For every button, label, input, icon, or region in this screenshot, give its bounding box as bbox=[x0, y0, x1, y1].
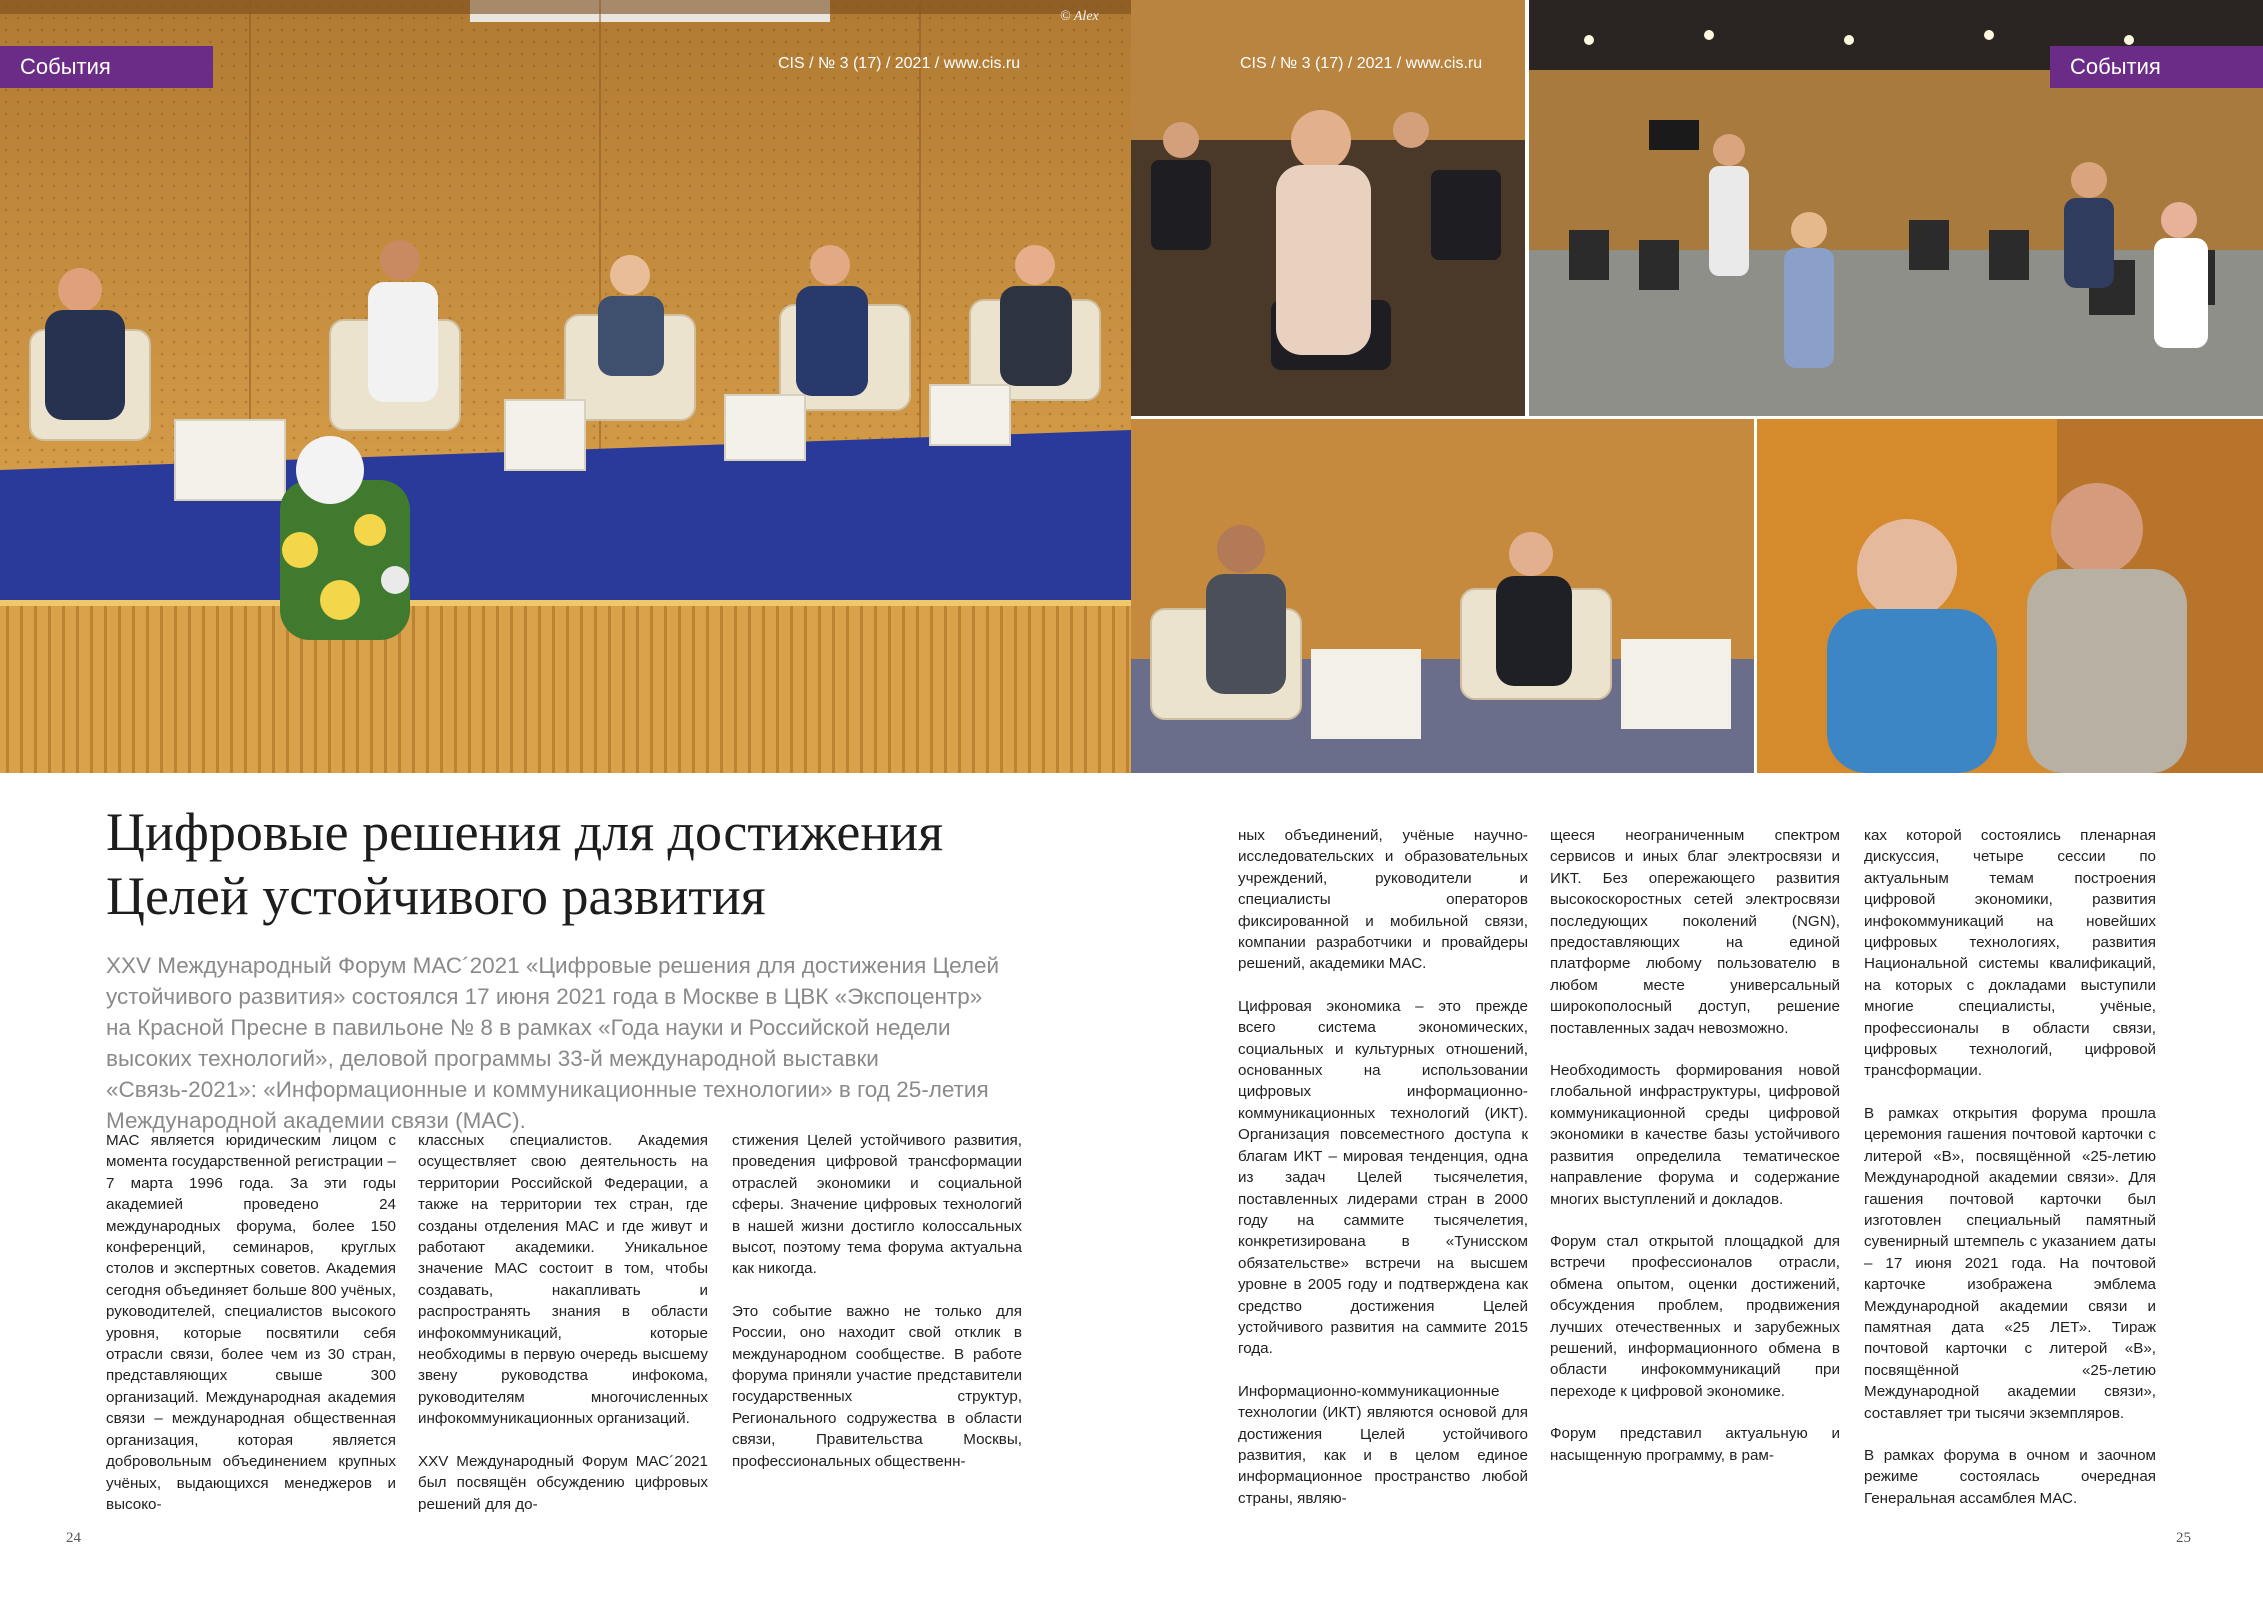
text-column-6 bbox=[1864, 825, 2156, 1530]
page-number-right: 25 bbox=[2176, 1530, 2191, 1546]
paragraph: Необходимость формирования новой глобальной инфраструктуры, цифровой коммуникационной среды цифровой экономики в качестве базы устойчивого развития определила тематическое направление форума и содержание многих выступлений и докладов. bbox=[1550, 1062, 1840, 1208]
paragraph: МАС является юридическим лицом с момента государственной регистрации – 7 марта 1996 года. За эти годы академией проведено 24 международных форума, более 150 конференций, семинаров, круглых столов и экспертных советов. Академия сегодня объединяет больше 800 учёных, руководителей, специалистов высокого уровня, которые посвятили себя отрасли связи, более чем из 30 стран, представляющих свыше 300 организаций. Международная академия связи – международная общественная организация, которая является добровольным объединением крупных учёных, выдающихся менеджеров и высоко- bbox=[106, 1132, 396, 1513]
text-column-1 bbox=[106, 1130, 396, 1536]
paragraph: ках которой состоялись пленарная дискуссия, четыре сессии по актуальным темам построения цифровой экономики, развития инфокоммуникаций на новейших цифровых технологиях, развития Национальной системы квалификаций, на которых с докладами выступили многие специалисты, учёные, профессионалы в области связи, цифровых технологий, цифровой трансформации. bbox=[1864, 827, 2156, 1080]
paragraph: Информационно-коммуникационные технологии (ИКТ) являются основой для достижения Целей устойчивого развития, как и в целом единое информационное пространство любой страны, являю- bbox=[1238, 1382, 1528, 1507]
article-title bbox=[106, 800, 1066, 928]
paragraph: стижения Целей устойчивого развития, проведения цифровой трансформации отраслей экономики и социальной сферы. Значение цифровых технологий в нашей жизни достигло колоссальных высот, поэтому тема форума актуальна как никогда. bbox=[732, 1132, 1022, 1278]
paragraph: В рамках открытия форума прошла церемония гашения почтовой карточки с литерой «В», посвящённой «25-летию Международной академии связи». Для гашения почтовой карточки был изготовлен специальный памятный сувенирный штемпель с указанием даты – 17 июня 2021 года. На почтовой карточке изображена эмблема Международной академии связи и памятная дата «25 ЛЕТ». Тираж почтовой карточки с литерой «В», посвящённой «25-летию Международной академии связи», составляет три тысячи экземпляров. bbox=[1864, 1104, 2156, 1422]
text-column-5 bbox=[1550, 825, 1840, 1487]
paragraph: классных специалистов. Академия осуществляет свою деятельность на территории Российской Федерации, а также на территории тех стран, где созданы отделения МАС и где живут и работают академики. Уникальное значение МАС состоит в том, чтобы создавать, накапливать и распространять знания в области инфокоммуникаций, которые необходимы в первую очередь высшему звену руководства инфокома, руководителям многочисленных инфокоммуникационных организаций. bbox=[418, 1132, 708, 1428]
issue-info-left: CIS / № 3 (17) / 2021 / www.cis.ru bbox=[778, 55, 1021, 72]
paragraph: ных объединений, учёные научно-исследовательских и образовательных учреждений, руководители и специалисты операторов фиксированной и мобильной связи, компании разработчики и провайдеры решений, академики МАС. bbox=[1238, 827, 1528, 973]
paragraph: В рамках форума в очном и заочном режиме состоялась очередная Генеральная ассамблея МАС. bbox=[1864, 1446, 2156, 1507]
photo-two-men-talking bbox=[1757, 419, 2263, 773]
paragraph: Форум стал открытой площадкой для встречи профессионалов отрасли, обмена опытом, оценки достижений, обсуждения проблем, продвижения лучших отечественных и зарубежных решений, информационного обмена в области инфокоммуникаций при переходе к цифровой экономике. bbox=[1550, 1232, 1840, 1400]
article-lead: XXV Международный Форум МАС´2021 «Цифровые решения для достижения Целей устойчивого развития» состоялся 17 июня 2021 года в Москве в ЦВК «Экспоцентр» на Красной Пресне в павильоне № 8 в рамках «Года науки и Российской недели высоких технологий», деловой программы 33-й международной выставки «Связь-2021»: «Информационные и коммуникационные технологии» в год 25-летия Международной академии связи (МАС). bbox=[106, 953, 1000, 1133]
text-column-2 bbox=[418, 1130, 708, 1536]
photo-panel-speakers bbox=[1131, 419, 1754, 773]
section-tag-left: События bbox=[0, 46, 213, 88]
photo-watermark: © Alex bbox=[1060, 9, 1099, 24]
issue-info-right: CIS / № 3 (17) / 2021 / www.cis.ru bbox=[1240, 55, 1483, 72]
text-column-3 bbox=[732, 1130, 1022, 1493]
section-tag-right: События bbox=[2050, 46, 2263, 88]
photo-stage-panel bbox=[0, 0, 1131, 773]
title-line-2: Целей устойчивого развития bbox=[106, 866, 766, 926]
page-number-left: 24 bbox=[66, 1530, 81, 1546]
text-column-4 bbox=[1238, 825, 1528, 1530]
title-line-1: Цифровые решения для достижения bbox=[106, 802, 944, 862]
paragraph: Форум представил актуальную и насыщенную программу, в рам- bbox=[1550, 1425, 1840, 1464]
paragraph: Цифровая экономика – это прежде всего система экономических, социальных и культурных отношений, основанных на использовании цифровых информационно-коммуникационных технологий (ИКТ). Организация повсеместного доступа к благам ИКТ – мировая тенденция, одна из задач Целей тысячелетия, поставленных лидерами стран в 2000 году на саммите тысячелетия, конкретизирована в «Тунисском обязательстве» встречи на высшем уровне в 2005 году и подтверждена как средство достижения Целей устойчивого развития на саммите 2015 года. bbox=[1238, 997, 1528, 1358]
paragraph: щееся неограниченным спектром сервисов и иных благ электросвязи и ИКТ. Без опережающего развития высокоскоростных сетей электросвязи последующих поколений (NGN), предоставляющих на единой платформе любому пользователю в любом месте универсальный широкополосный доступ, решение поставленных задач невозможно. bbox=[1550, 827, 1840, 1037]
paragraph: Это событие важно не только для России, оно находит свой отклик в международном сообществе. В работе форума приняли участие представители государственных структур, Регионального содружества в области связи, Правительства Москвы, профессиональных общественн- bbox=[732, 1302, 1022, 1470]
paragraph: XXV Международный Форум МАС´2021 был посвящён обсуждению цифровых решений для до- bbox=[418, 1452, 708, 1513]
